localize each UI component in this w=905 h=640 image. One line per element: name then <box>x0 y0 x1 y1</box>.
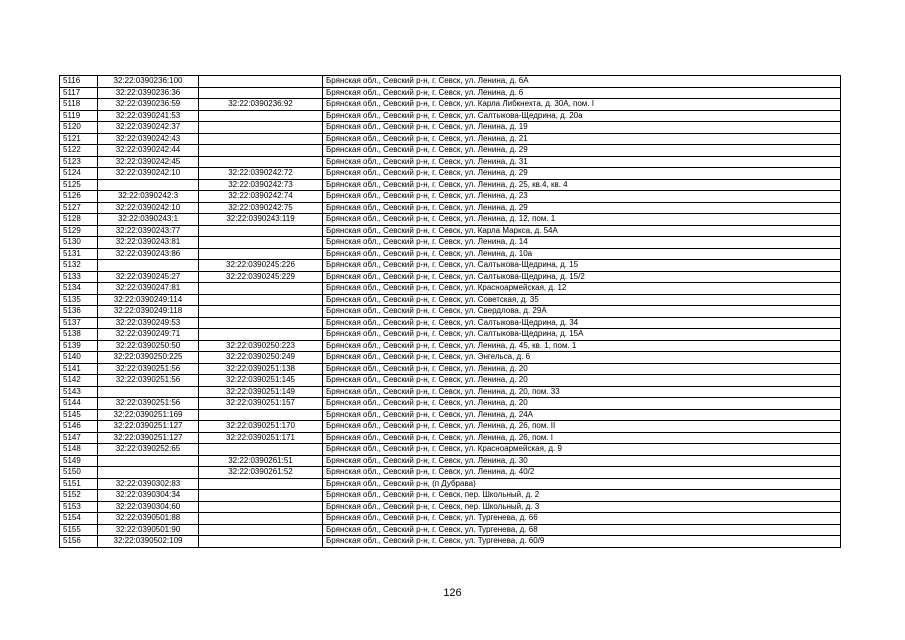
row-number-cell: 5128 <box>60 214 98 226</box>
parent-cadastral-number-cell: 32:22:0390250:223 <box>199 340 323 352</box>
row-number-cell: 5152 <box>60 490 98 502</box>
registry-table <box>59 75 841 548</box>
table-row <box>60 409 841 421</box>
parent-cadastral-number-cell <box>199 156 323 168</box>
table-row <box>60 76 841 88</box>
parent-cadastral-number-cell <box>199 133 323 145</box>
row-number-cell: 5127 <box>60 202 98 214</box>
row-number-cell: 5136 <box>60 306 98 318</box>
table-row <box>60 501 841 513</box>
parent-cadastral-number-cell <box>199 524 323 536</box>
table-row <box>60 156 841 168</box>
cadastral-number-cell: 32:22:0390251:169 <box>98 409 199 421</box>
table-row <box>60 375 841 387</box>
table-row <box>60 536 841 548</box>
address-cell: Брянская обл., Севский р-н, г. Севск, ул. Ленина, д. 30 <box>323 455 841 467</box>
parent-cadastral-number-cell <box>199 225 323 237</box>
address-cell: Брянская обл., Севский р-н, г. Севск, ул. Ленина, д. 29 <box>323 145 841 157</box>
address-cell: Брянская обл., Севский р-н, г. Севск, ул. Тургенева, д. 60/9 <box>323 536 841 548</box>
parent-cadastral-number-cell <box>199 409 323 421</box>
row-number-cell: 5125 <box>60 179 98 191</box>
address-cell: Брянская обл., Севский р-н, г. Севск, ул. Ленина, д. 20 <box>323 398 841 410</box>
cadastral-number-cell: 32:22:0390242:37 <box>98 122 199 134</box>
registry-body <box>60 76 841 548</box>
row-number-cell: 5135 <box>60 294 98 306</box>
table-row <box>60 340 841 352</box>
cadastral-number-cell: 32:22:0390251:56 <box>98 375 199 387</box>
table-row <box>60 352 841 364</box>
cadastral-number-cell: 32:22:0390249:118 <box>98 306 199 318</box>
address-cell: Брянская обл., Севский р-н, г. Севск, ул. Ленина, д. 14 <box>323 237 841 249</box>
row-number-cell: 5130 <box>60 237 98 249</box>
cadastral-number-cell: 32:22:0390242:3 <box>98 191 199 203</box>
parent-cadastral-number-cell: 32:22:0390236:92 <box>199 99 323 111</box>
page-number: 126 <box>443 587 462 599</box>
parent-cadastral-number-cell <box>199 237 323 249</box>
address-cell: Брянская обл., Севский р-н, г. Севск, ул. Советская, д. 35 <box>323 294 841 306</box>
address-cell: Брянская обл., Севский р-н, г. Севск, ул. Энгельса, д. 6 <box>323 352 841 364</box>
cadastral-number-cell: 32:22:0390243:77 <box>98 225 199 237</box>
parent-cadastral-number-cell <box>199 87 323 99</box>
cadastral-number-cell: 32:22:0390251:56 <box>98 363 199 375</box>
table-row <box>60 271 841 283</box>
table-row <box>60 455 841 467</box>
cadastral-number-cell: 32:22:0390251:127 <box>98 421 199 433</box>
row-number-cell: 5131 <box>60 248 98 260</box>
parent-cadastral-number-cell: 32:22:0390251:149 <box>199 386 323 398</box>
row-number-cell: 5143 <box>60 386 98 398</box>
row-number-cell: 5148 <box>60 444 98 456</box>
table-row <box>60 386 841 398</box>
address-cell: Брянская обл., Севский р-н, г. Севск, ул. Ленина, д. 29 <box>323 168 841 180</box>
cadastral-number-cell: 32:22:0390250:50 <box>98 340 199 352</box>
row-number-cell: 5134 <box>60 283 98 295</box>
row-number-cell: 5142 <box>60 375 98 387</box>
row-number-cell: 5140 <box>60 352 98 364</box>
cadastral-number-cell: 32:22:0390302:83 <box>98 478 199 490</box>
table-row <box>60 363 841 375</box>
table-row <box>60 283 841 295</box>
parent-cadastral-number-cell: 32:22:0390250:249 <box>199 352 323 364</box>
address-cell: Брянская обл., Севский р-н, г. Севск, ул. Ленина, д. 20 <box>323 375 841 387</box>
address-cell: Брянская обл., Севский р-н, г. Севск, ул. Ленина, д. 20, пом. 33 <box>323 386 841 398</box>
parent-cadastral-number-cell <box>199 110 323 122</box>
parent-cadastral-number-cell: 32:22:0390242:75 <box>199 202 323 214</box>
cadastral-number-cell: 32:22:0390243:86 <box>98 248 199 260</box>
row-number-cell: 5154 <box>60 513 98 525</box>
address-cell: Брянская обл., Севский р-н, г. Севск, пер. Школьный, д. 2 <box>323 490 841 502</box>
row-number-cell: 5126 <box>60 191 98 203</box>
parent-cadastral-number-cell <box>199 294 323 306</box>
parent-cadastral-number-cell: 32:22:0390251:138 <box>199 363 323 375</box>
address-cell: Брянская обл., Севский р-н, г. Севск, ул. Салтыкова-Щедрина, д. 15/2 <box>323 271 841 283</box>
table-row <box>60 306 841 318</box>
table-row <box>60 133 841 145</box>
table-row <box>60 191 841 203</box>
row-number-cell: 5141 <box>60 363 98 375</box>
parent-cadastral-number-cell: 32:22:0390242:73 <box>199 179 323 191</box>
row-number-cell: 5117 <box>60 87 98 99</box>
table-row <box>60 524 841 536</box>
table-row <box>60 467 841 479</box>
address-cell: Брянская обл., Севский р-н, г. Севск, ул. Салтыкова-Щедрина, д. 34 <box>323 317 841 329</box>
table-row <box>60 168 841 180</box>
address-cell: Брянская обл., Севский р-н, г. Севск, пер. Школьный, д. 3 <box>323 501 841 513</box>
row-number-cell: 5118 <box>60 99 98 111</box>
address-cell: Брянская обл., Севский р-н, г. Севск, ул. Красноармейская, д. 9 <box>323 444 841 456</box>
table-row <box>60 214 841 226</box>
table-row <box>60 248 841 260</box>
parent-cadastral-number-cell <box>199 536 323 548</box>
address-cell: Брянская обл., Севский р-н, г. Севск, ул. Салтыкова-Щедрина, д. 15 <box>323 260 841 272</box>
cadastral-number-cell: 32:22:0390251:56 <box>98 398 199 410</box>
table-row <box>60 225 841 237</box>
table-row <box>60 87 841 99</box>
table-row <box>60 179 841 191</box>
row-number-cell: 5124 <box>60 168 98 180</box>
table-row <box>60 478 841 490</box>
cadastral-number-cell <box>98 455 199 467</box>
table-row <box>60 421 841 433</box>
parent-cadastral-number-cell: 32:22:0390242:72 <box>199 168 323 180</box>
parent-cadastral-number-cell <box>199 444 323 456</box>
table-row <box>60 398 841 410</box>
row-number-cell: 5144 <box>60 398 98 410</box>
cadastral-number-cell: 32:22:0390249:71 <box>98 329 199 341</box>
parent-cadastral-number-cell: 32:22:0390243:119 <box>199 214 323 226</box>
parent-cadastral-number-cell <box>199 306 323 318</box>
row-number-cell: 5121 <box>60 133 98 145</box>
row-number-cell: 5138 <box>60 329 98 341</box>
address-cell: Брянская обл., Севский р-н, г. Севск, ул. Ленина, д. 24А <box>323 409 841 421</box>
cadastral-number-cell: 32:22:0390236:36 <box>98 87 199 99</box>
row-number-cell: 5153 <box>60 501 98 513</box>
row-number-cell: 5119 <box>60 110 98 122</box>
cadastral-number-cell <box>98 467 199 479</box>
parent-cadastral-number-cell: 32:22:0390245:226 <box>199 260 323 272</box>
row-number-cell: 5120 <box>60 122 98 134</box>
row-number-cell: 5150 <box>60 467 98 479</box>
parent-cadastral-number-cell: 32:22:0390261:51 <box>199 455 323 467</box>
cadastral-number-cell: 32:22:0390242:45 <box>98 156 199 168</box>
cadastral-number-cell: 32:22:0390251:127 <box>98 432 199 444</box>
address-cell: Брянская обл., Севский р-н, г. Севск, ул. Ленина, д. 6А <box>323 76 841 88</box>
table-row <box>60 145 841 157</box>
address-cell: Брянская обл., Севский р-н, г. Севск, ул. Тургенева, д. 66 <box>323 513 841 525</box>
row-number-cell: 5156 <box>60 536 98 548</box>
address-cell: Брянская обл., Севский р-н, г. Севск, ул. Ленина, д. 26, пом. I <box>323 432 841 444</box>
table-row <box>60 432 841 444</box>
cadastral-number-cell: 32:22:0390304:34 <box>98 490 199 502</box>
address-cell: Брянская обл., Севский р-н, г. Севск, ул. Ленина, д. 31 <box>323 156 841 168</box>
row-number-cell: 5146 <box>60 421 98 433</box>
address-cell: Брянская обл., Севский р-н, г. Севск, ул. Салтыкова-Щедрина, д. 20а <box>323 110 841 122</box>
table-row <box>60 237 841 249</box>
address-cell: Брянская обл., Севский р-н, г. Севск, ул. Свердлова, д. 29А <box>323 306 841 318</box>
parent-cadastral-number-cell: 32:22:0390251:157 <box>199 398 323 410</box>
row-number-cell: 5132 <box>60 260 98 272</box>
address-cell: Брянская обл., Севский р-н, г. Севск, ул. Ленина, д. 10а <box>323 248 841 260</box>
cadastral-number-cell <box>98 260 199 272</box>
parent-cadastral-number-cell <box>199 317 323 329</box>
table-row <box>60 110 841 122</box>
row-number-cell: 5145 <box>60 409 98 421</box>
address-cell: Брянская обл., Севский р-н, г. Севск, ул. Ленина, д. 21 <box>323 133 841 145</box>
cadastral-number-cell <box>98 386 199 398</box>
address-cell: Брянская обл., Севский р-н, (п Дубрава) <box>323 478 841 490</box>
table-row <box>60 317 841 329</box>
row-number-cell: 5151 <box>60 478 98 490</box>
address-cell: Брянская обл., Севский р-н, г. Севск, ул. Ленина, д. 20 <box>323 363 841 375</box>
address-cell: Брянская обл., Севский р-н, г. Севск, ул. Карла Маркса, д. 54А <box>323 225 841 237</box>
cadastral-number-cell: 32:22:0390247:81 <box>98 283 199 295</box>
cadastral-number-cell: 32:22:0390501:90 <box>98 524 199 536</box>
row-number-cell: 5123 <box>60 156 98 168</box>
address-cell: Брянская обл., Севский р-н, г. Севск, ул. Ленина, д. 12, пом. 1 <box>323 214 841 226</box>
parent-cadastral-number-cell: 32:22:0390251:170 <box>199 421 323 433</box>
cadastral-number-cell: 32:22:0390249:53 <box>98 317 199 329</box>
address-cell: Брянская обл., Севский р-н, г. Севск, ул. Ленина, д. 6 <box>323 87 841 99</box>
cadastral-number-cell: 32:22:0390242:10 <box>98 168 199 180</box>
table-row <box>60 202 841 214</box>
cadastral-number-cell: 32:22:0390249:114 <box>98 294 199 306</box>
parent-cadastral-number-cell <box>199 329 323 341</box>
cadastral-number-cell: 32:22:0390242:43 <box>98 133 199 145</box>
parent-cadastral-number-cell: 32:22:0390242:74 <box>199 191 323 203</box>
cadastral-number-cell: 32:22:0390245:27 <box>98 271 199 283</box>
row-number-cell: 5137 <box>60 317 98 329</box>
parent-cadastral-number-cell <box>199 283 323 295</box>
parent-cadastral-number-cell: 32:22:0390251:145 <box>199 375 323 387</box>
address-cell: Брянская обл., Севский р-н, г. Севск, ул. Ленина, д. 45, кв. 1, пом. 1 <box>323 340 841 352</box>
address-cell: Брянская обл., Севский р-н, г. Севск, ул. Ленина, д. 23 <box>323 191 841 203</box>
address-cell: Брянская обл., Севский р-н, г. Севск, ул. Тургенева, д. 68 <box>323 524 841 536</box>
address-cell: Брянская обл., Севский р-н, г. Севск, ул. Ленина, д. 19 <box>323 122 841 134</box>
row-number-cell: 5133 <box>60 271 98 283</box>
parent-cadastral-number-cell <box>199 478 323 490</box>
row-number-cell: 5129 <box>60 225 98 237</box>
table-row <box>60 444 841 456</box>
address-cell: Брянская обл., Севский р-н, г. Севск, ул. Карла Либкнехта, д. 30А, пом. I <box>323 99 841 111</box>
address-cell: Брянская обл., Севский р-н, г. Севск, ул. Ленина, д. 25, кв.4, кв. 4 <box>323 179 841 191</box>
row-number-cell: 5147 <box>60 432 98 444</box>
table-row <box>60 490 841 502</box>
table-row <box>60 329 841 341</box>
cadastral-number-cell: 32:22:0390236:59 <box>98 99 199 111</box>
table-row <box>60 513 841 525</box>
parent-cadastral-number-cell: 32:22:0390245:229 <box>199 271 323 283</box>
row-number-cell: 5116 <box>60 76 98 88</box>
parent-cadastral-number-cell: 32:22:0390251:171 <box>199 432 323 444</box>
parent-cadastral-number-cell: 32:22:0390261:52 <box>199 467 323 479</box>
cadastral-number-cell: 32:22:0390304:60 <box>98 501 199 513</box>
cadastral-number-cell: 32:22:0390501:88 <box>98 513 199 525</box>
cadastral-number-cell: 32:22:0390243:1 <box>98 214 199 226</box>
cadastral-number-cell: 32:22:0390252:65 <box>98 444 199 456</box>
row-number-cell: 5149 <box>60 455 98 467</box>
parent-cadastral-number-cell <box>199 122 323 134</box>
row-number-cell: 5122 <box>60 145 98 157</box>
parent-cadastral-number-cell <box>199 490 323 502</box>
address-cell: Брянская обл., Севский р-н, г. Севск, ул. Ленина, д. 40/2 <box>323 467 841 479</box>
parent-cadastral-number-cell <box>199 248 323 260</box>
cadastral-number-cell: 32:22:0390242:44 <box>98 145 199 157</box>
address-cell: Брянская обл., Севский р-н, г. Севск, ул. Ленина, д. 29 <box>323 202 841 214</box>
cadastral-number-cell: 32:22:0390250:225 <box>98 352 199 364</box>
address-cell: Брянская обл., Севский р-н, г. Севск, ул. Салтыкова-Щедрина, д. 15А <box>323 329 841 341</box>
address-cell: Брянская обл., Севский р-н, г. Севск, ул. Красноармейская, д. 12 <box>323 283 841 295</box>
cadastral-number-cell: 32:22:0390242:10 <box>98 202 199 214</box>
table-row <box>60 122 841 134</box>
parent-cadastral-number-cell <box>199 76 323 88</box>
cadastral-number-cell <box>98 179 199 191</box>
cadastral-number-cell: 32:22:0390241:53 <box>98 110 199 122</box>
row-number-cell: 5139 <box>60 340 98 352</box>
table-row <box>60 294 841 306</box>
cadastral-number-cell: 32:22:0390236:100 <box>98 76 199 88</box>
row-number-cell: 5155 <box>60 524 98 536</box>
table-row <box>60 99 841 111</box>
parent-cadastral-number-cell <box>199 501 323 513</box>
parent-cadastral-number-cell <box>199 145 323 157</box>
cadastral-number-cell: 32:22:0390243:81 <box>98 237 199 249</box>
table-row <box>60 260 841 272</box>
address-cell: Брянская обл., Севский р-н, г. Севск, ул. Ленина, д. 26, пом. II <box>323 421 841 433</box>
parent-cadastral-number-cell <box>199 513 323 525</box>
cadastral-number-cell: 32:22:0390502:109 <box>98 536 199 548</box>
